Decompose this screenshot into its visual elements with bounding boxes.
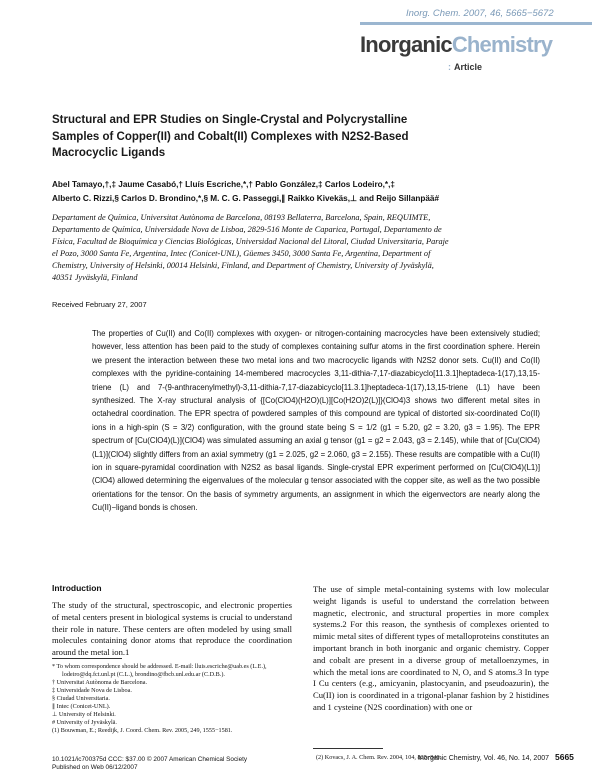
author-line-2: Alberto C. Rizzi,§ Carlos D. Brondino,*,§ M. C. G. Passeggi,∥ Raikko Kivekäs,⊥ and Reijo Sillanpää#: [52, 194, 440, 203]
journal-reference: Inorg. Chem. 2007, 46, 5665−5672: [406, 8, 554, 19]
journal-logo: [360, 34, 552, 56]
footnote-rule-right: [313, 748, 383, 749]
page-number: 5665: [555, 752, 574, 762]
footer-right: [418, 752, 574, 762]
footnote-affil-5: ⊥ University of Helsinki.: [52, 711, 116, 718]
logo-word-chemistry: Chemistry: [451, 32, 553, 57]
article-type-text: Article: [454, 62, 483, 72]
article-type-label: [448, 62, 482, 72]
footer-left: [52, 756, 247, 772]
paper-title: Structural and EPR Studies on Single-Crystal and Polycrystalline Samples of Copper(II) and Cobalt(II) Complexes with N2S2-Based Macrocyclic Ligands: [52, 114, 409, 159]
journal-volume-line: Inorganic Chemistry, Vol. 46, No. 14, 2007: [418, 755, 549, 762]
section-heading-introduction: Introduction: [52, 583, 102, 593]
affiliations: Departament de Química, Universitat Autònoma de Barcelona, 08193 Bellaterra, Barcelona, Spain, REQUIMTE, Departamento de Química, Universidade Nova de Lisboa, 2829-516 Monte de Caparica, Portugal, Departamento de Física, Facultad de Bioquímica y Ciencias Biológicas, Universidad Nacional del Litoral, Ciudad Universitaria, Paraje el Pozo, 3000 Santa Fe, Argentina, Intec (Conicet-UNL), Güemes 3450, 3000 Santa Fe, Argentina, Department of Chemistry, University of Helsinki, 00014 Helsinki, Finland, and Department of Chemistry, University of Jyväskylä, 40351 Jyväskylä, Finland: [52, 213, 449, 282]
footnote-rule-left: [52, 658, 122, 659]
footnote-ref-2: (2) Kovacs, J. A. Chem. Rev. 2004, 104, 825−848.: [316, 754, 442, 761]
footnote-affil-6: # University of Jyväskylä.: [52, 719, 117, 726]
footnote-affil-2: ‡ Universidade Nova de Lisboa.: [52, 687, 132, 694]
body-paragraph: The use of simple metal-containing systems with low molecular weight ligands is useful to understand the correlation between magnetic, electronic, and structural properties in more complex systems.2 For this reason, the synthesis of complexes oriented to mimic metal sites of different types of metalloproteins constitutes an important branch in both inorganic and organic chemistry. Copper and cobalt are present in a diverse group of metalloenzymes, in which the metal ions are coordinated to N, O, and S atoms.3 In type I Cu centers (e.g., amicyanin, plastocyanin, and pseudoazurin), the Cu(II) ion is coordinated in a trigonal-planar fashion by 2 histidines and 1 cysteine (N2S coordination) with one or: [313, 584, 549, 712]
abstract: The properties of Cu(II) and Co(II) complexes with oxygen- or nitrogen-containing macrocycles have been extensively studied; however, less attention has been paid to the study of complexes containing sulfur atoms in the first coordination sphere. Herein we present the interaction between these two metal ions and two macrocyclic ligands with N2S2 donor sets. Cu(II) and Co(II) complexes with the pyridine-containing 14-membered macrocycles 3,11-dithia-7,17-diazabicyclo[11.3.1]heptadeca-1(17),13,15-triene (L) and 7-(9-anthracenylmethyl)-3,11-dithia-7,17-diazabicyclo[11.3.1]heptadeca-1(17),13,15-triene (L1) have been synthesized. The X-ray structural analysis of {[Co(ClO4)(H2O)(L)][Co(H2O)2(L)]}(ClO4)3 shows two different metal sites in octahedral coordination. The EPR spectra of powdered samples of this compound are typical of distorted six-coordinated Co(II) ions in a high-spin (S = 3/2) configuration, with the ground state being S = 1/2 (g1 = 5.20, g2 = 3.20, g3 = 1.95). The EPR spectrum of [Cu(ClO4)(L)](ClO4) was simulated assuming an axial g tensor (g1 = g2 = 2.043, g3 = 2.145), while that of [Cu(ClO4)(L1)](ClO4) slightly differs from an axial symmetry (g1 = 2.025, g2 = 2.060, g3 = 2.155). These results are compatible with a Cu(II) ion in square-pyramidal coordination with N2S2 as basal ligands. Single-crystal EPR experiment performed on [Cu(ClO4)(L1)](ClO4) allowed determining the eigenvalues of the molecular g tensor associated with the copper site, as well as the two possible orientations for the tensor. On the basis of symmetry arguments, an assignment in which the eigenvectors are nearly along the Cu(II)−ligand bonds is chosen.: [92, 329, 540, 513]
author-line-1: Abel Tamayo,†,‡ Jaume Casabó,† Lluís Escriche,*,† Pablo González,‡ Carlos Lodeiro,*,‡: [52, 180, 395, 189]
footnotes-left: [52, 663, 292, 735]
header-bar: [360, 22, 592, 25]
footnote-affil-1: † Universitat Autònoma de Barcelona.: [52, 679, 148, 686]
intro-paragraph: The study of the structural, spectroscopic, and electronic properties of metal centers present in biological systems is crucial to understand their role in nature. These centers are often modeled by using small molecules containing donor atoms that reproduce the coordination around the metal ion.1: [52, 600, 292, 658]
author-list: [52, 178, 452, 206]
footnote-correspondence: * To whom correspondence should be addressed. E-mail: lluis.escriche@uab.es (L.E.), lodeiro@dq.fct.unl.pt (C.L.), brondino@fbcb.unl.edu.ar (C.D.B.).: [52, 663, 267, 678]
doi-line: 10.1021/ic700375d CCC: $37.00 © 2007 American Chemical Society: [52, 756, 248, 763]
published-date: Published on Web 06/12/2007: [52, 764, 138, 771]
logo-word-inorganic: Inorganic: [360, 32, 452, 57]
received-date: Received February 27, 2007: [52, 300, 147, 309]
article-dot: :: [448, 62, 451, 72]
footnote-affil-4: ∥ Intec (Conicet-UNL).: [52, 703, 111, 710]
footnote-ref-1: (1) Bouwman, E.; Reedijk, J. Coord. Chem. Rev. 2005, 249, 1555−1581.: [52, 727, 233, 734]
footnote-affil-3: § Ciudad Universitaria.: [52, 695, 110, 702]
left-column: [52, 583, 292, 659]
right-column: [313, 584, 549, 714]
